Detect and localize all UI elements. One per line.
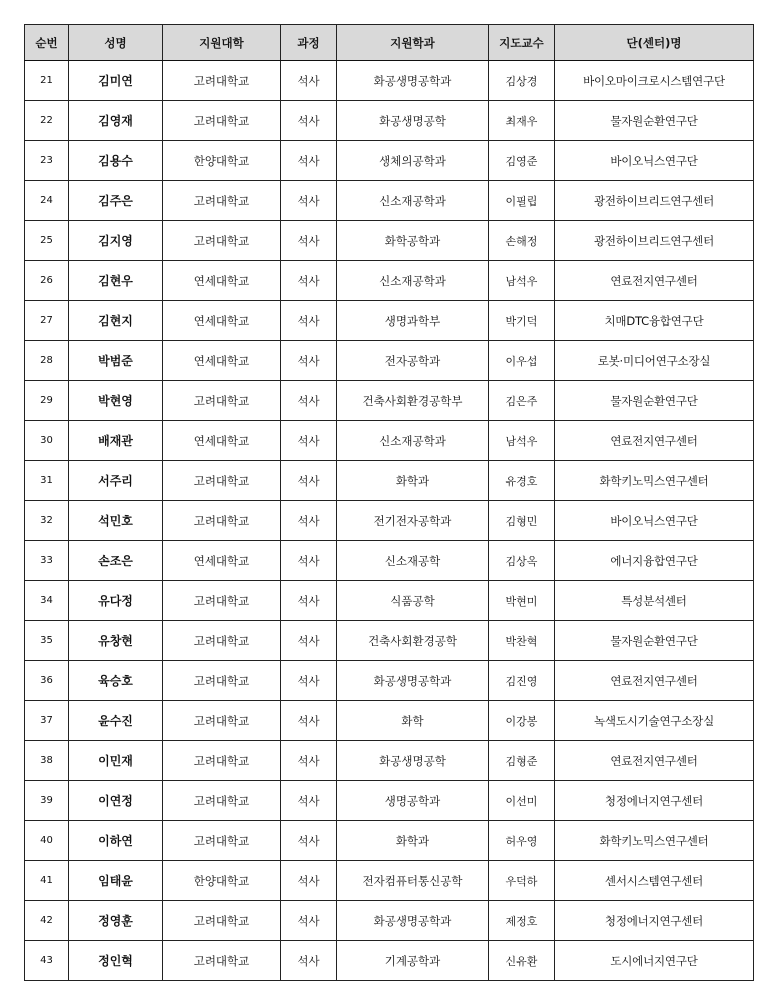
cell-no: 23 (25, 141, 69, 181)
cell-center: 바이오마이크로시스템연구단 (555, 61, 754, 101)
header-advisor: 지도교수 (489, 25, 555, 61)
cell-department: 화학 (337, 701, 489, 741)
cell-name: 김주은 (69, 181, 163, 221)
table-row (25, 61, 754, 101)
cell-university: 한양대학교 (163, 141, 281, 181)
cell-university: 고려대학교 (163, 61, 281, 101)
cell-no: 40 (25, 821, 69, 861)
cell-advisor: 김영준 (489, 141, 555, 181)
cell-department: 화공생명공학 (337, 741, 489, 781)
cell-program: 석사 (281, 141, 337, 181)
cell-advisor: 김형민 (489, 501, 555, 541)
cell-department: 신소재공학과 (337, 261, 489, 301)
cell-no: 37 (25, 701, 69, 741)
table-row (25, 621, 754, 661)
cell-university: 고려대학교 (163, 941, 281, 981)
cell-name: 김영재 (69, 101, 163, 141)
cell-advisor: 이우섭 (489, 341, 555, 381)
cell-center: 광전하이브리드연구센터 (555, 181, 754, 221)
cell-program: 석사 (281, 701, 337, 741)
cell-advisor: 김형준 (489, 741, 555, 781)
cell-center: 도시에너지연구단 (555, 941, 754, 981)
cell-program: 석사 (281, 781, 337, 821)
cell-program: 석사 (281, 461, 337, 501)
cell-university: 고려대학교 (163, 461, 281, 501)
table-row (25, 701, 754, 741)
cell-name: 김지영 (69, 221, 163, 261)
cell-name: 김용수 (69, 141, 163, 181)
cell-no: 29 (25, 381, 69, 421)
cell-university: 고려대학교 (163, 501, 281, 541)
cell-no: 25 (25, 221, 69, 261)
cell-department: 화공생명공학과 (337, 901, 489, 941)
cell-no: 41 (25, 861, 69, 901)
cell-advisor: 유경호 (489, 461, 555, 501)
cell-name: 박현영 (69, 381, 163, 421)
cell-advisor: 김진영 (489, 661, 555, 701)
cell-name: 이민재 (69, 741, 163, 781)
cell-university: 연세대학교 (163, 541, 281, 581)
table-row (25, 901, 754, 941)
cell-center: 화학키노믹스연구센터 (555, 461, 754, 501)
cell-advisor: 제정호 (489, 901, 555, 941)
cell-program: 석사 (281, 661, 337, 701)
cell-center: 치매DTC융합연구단 (555, 301, 754, 341)
table-row (25, 381, 754, 421)
cell-advisor: 김상옥 (489, 541, 555, 581)
cell-advisor: 손해정 (489, 221, 555, 261)
cell-name: 김현지 (69, 301, 163, 341)
cell-program: 석사 (281, 581, 337, 621)
cell-university: 고려대학교 (163, 901, 281, 941)
table-row (25, 221, 754, 261)
cell-program: 석사 (281, 101, 337, 141)
table-body (25, 61, 754, 981)
cell-center: 연료전지연구센터 (555, 661, 754, 701)
cell-university: 고려대학교 (163, 381, 281, 421)
cell-advisor: 신유환 (489, 941, 555, 981)
cell-no: 35 (25, 621, 69, 661)
cell-program: 석사 (281, 181, 337, 221)
cell-department: 식품공학 (337, 581, 489, 621)
cell-name: 육승호 (69, 661, 163, 701)
cell-department: 생명과학부 (337, 301, 489, 341)
cell-department: 건축사회환경공학 (337, 621, 489, 661)
cell-center: 연료전지연구센터 (555, 261, 754, 301)
cell-advisor: 박현미 (489, 581, 555, 621)
cell-department: 전기전자공학과 (337, 501, 489, 541)
cell-name: 정인혁 (69, 941, 163, 981)
cell-university: 고려대학교 (163, 581, 281, 621)
cell-no: 22 (25, 101, 69, 141)
cell-university: 연세대학교 (163, 341, 281, 381)
cell-program: 석사 (281, 341, 337, 381)
cell-advisor: 김상경 (489, 61, 555, 101)
cell-program: 석사 (281, 61, 337, 101)
cell-department: 화공생명공학과 (337, 61, 489, 101)
table-row (25, 821, 754, 861)
table-row (25, 541, 754, 581)
cell-name: 서주리 (69, 461, 163, 501)
cell-department: 기계공학과 (337, 941, 489, 981)
cell-advisor: 이강봉 (489, 701, 555, 741)
cell-center: 청정에너지연구센터 (555, 781, 754, 821)
cell-name: 김미연 (69, 61, 163, 101)
cell-department: 전자컴퓨터통신공학 (337, 861, 489, 901)
cell-department: 신소재공학 (337, 541, 489, 581)
cell-center: 화학키노믹스연구센터 (555, 821, 754, 861)
table-row (25, 501, 754, 541)
cell-no: 39 (25, 781, 69, 821)
cell-advisor: 우덕하 (489, 861, 555, 901)
table-row (25, 261, 754, 301)
cell-no: 33 (25, 541, 69, 581)
cell-center: 녹색도시기술연구소장실 (555, 701, 754, 741)
cell-department: 전자공학과 (337, 341, 489, 381)
cell-department: 화학과 (337, 461, 489, 501)
cell-no: 27 (25, 301, 69, 341)
cell-name: 이하연 (69, 821, 163, 861)
cell-university: 고려대학교 (163, 701, 281, 741)
cell-department: 생명공학과 (337, 781, 489, 821)
table-row (25, 421, 754, 461)
cell-no: 38 (25, 741, 69, 781)
header-name: 성명 (69, 25, 163, 61)
cell-university: 연세대학교 (163, 261, 281, 301)
cell-no: 31 (25, 461, 69, 501)
cell-center: 바이오닉스연구단 (555, 141, 754, 181)
cell-department: 화학공학과 (337, 221, 489, 261)
header-row (25, 25, 754, 61)
cell-no: 36 (25, 661, 69, 701)
table-row (25, 461, 754, 501)
cell-university: 고려대학교 (163, 781, 281, 821)
table-row (25, 861, 754, 901)
cell-university: 연세대학교 (163, 421, 281, 461)
header-department: 지원학과 (337, 25, 489, 61)
cell-department: 건축사회환경공학부 (337, 381, 489, 421)
cell-program: 석사 (281, 541, 337, 581)
cell-university: 고려대학교 (163, 221, 281, 261)
cell-department: 생체의공학과 (337, 141, 489, 181)
cell-department: 화공생명공학과 (337, 661, 489, 701)
cell-center: 물자원순환연구단 (555, 381, 754, 421)
cell-program: 석사 (281, 741, 337, 781)
cell-center: 물자원순환연구단 (555, 101, 754, 141)
cell-name: 유창현 (69, 621, 163, 661)
cell-no: 43 (25, 941, 69, 981)
cell-center: 청정에너지연구센터 (555, 901, 754, 941)
cell-university: 고려대학교 (163, 101, 281, 141)
cell-program: 석사 (281, 901, 337, 941)
cell-center: 센서시스템연구센터 (555, 861, 754, 901)
cell-no: 24 (25, 181, 69, 221)
cell-university: 연세대학교 (163, 301, 281, 341)
applicant-table (24, 24, 754, 981)
table-row (25, 301, 754, 341)
cell-advisor: 박기덕 (489, 301, 555, 341)
cell-name: 석민호 (69, 501, 163, 541)
cell-program: 석사 (281, 381, 337, 421)
header-no: 순번 (25, 25, 69, 61)
cell-name: 유다정 (69, 581, 163, 621)
cell-name: 정영훈 (69, 901, 163, 941)
cell-department: 신소재공학과 (337, 421, 489, 461)
cell-advisor: 김은주 (489, 381, 555, 421)
header-center: 단(센터)명 (555, 25, 754, 61)
header-university: 지원대학 (163, 25, 281, 61)
cell-advisor: 허우영 (489, 821, 555, 861)
cell-university: 고려대학교 (163, 741, 281, 781)
cell-program: 석사 (281, 501, 337, 541)
cell-center: 에너지융합연구단 (555, 541, 754, 581)
cell-program: 석사 (281, 421, 337, 461)
table-row (25, 341, 754, 381)
table-row (25, 781, 754, 821)
cell-center: 로봇·미디어연구소장실 (555, 341, 754, 381)
cell-center: 특성분석센터 (555, 581, 754, 621)
cell-name: 김현우 (69, 261, 163, 301)
cell-no: 26 (25, 261, 69, 301)
cell-center: 연료전지연구센터 (555, 421, 754, 461)
cell-center: 연료전지연구센터 (555, 741, 754, 781)
cell-center: 바이오닉스연구단 (555, 501, 754, 541)
cell-no: 30 (25, 421, 69, 461)
cell-name: 이연정 (69, 781, 163, 821)
table-row (25, 101, 754, 141)
cell-program: 석사 (281, 261, 337, 301)
cell-university: 고려대학교 (163, 661, 281, 701)
cell-university: 한양대학교 (163, 861, 281, 901)
cell-university: 고려대학교 (163, 821, 281, 861)
cell-name: 임태윤 (69, 861, 163, 901)
cell-no: 28 (25, 341, 69, 381)
table-row (25, 741, 754, 781)
cell-no: 34 (25, 581, 69, 621)
table-row (25, 581, 754, 621)
table-row (25, 141, 754, 181)
cell-center: 물자원순환연구단 (555, 621, 754, 661)
cell-advisor: 최재우 (489, 101, 555, 141)
cell-department: 신소재공학과 (337, 181, 489, 221)
cell-no: 32 (25, 501, 69, 541)
cell-no: 42 (25, 901, 69, 941)
cell-name: 박범준 (69, 341, 163, 381)
cell-university: 고려대학교 (163, 181, 281, 221)
cell-university: 고려대학교 (163, 621, 281, 661)
cell-department: 화학과 (337, 821, 489, 861)
cell-center: 광전하이브리드연구센터 (555, 221, 754, 261)
table-row (25, 941, 754, 981)
cell-program: 석사 (281, 221, 337, 261)
cell-advisor: 남석우 (489, 261, 555, 301)
cell-advisor: 이필립 (489, 181, 555, 221)
cell-program: 석사 (281, 301, 337, 341)
cell-program: 석사 (281, 821, 337, 861)
cell-name: 손조은 (69, 541, 163, 581)
cell-advisor: 박찬혁 (489, 621, 555, 661)
cell-program: 석사 (281, 941, 337, 981)
header-program: 과정 (281, 25, 337, 61)
cell-name: 배재관 (69, 421, 163, 461)
table-row (25, 181, 754, 221)
cell-program: 석사 (281, 621, 337, 661)
cell-no: 21 (25, 61, 69, 101)
cell-program: 석사 (281, 861, 337, 901)
cell-name: 윤수진 (69, 701, 163, 741)
cell-advisor: 이선미 (489, 781, 555, 821)
table-row (25, 661, 754, 701)
cell-department: 화공생명공학 (337, 101, 489, 141)
cell-advisor: 남석우 (489, 421, 555, 461)
